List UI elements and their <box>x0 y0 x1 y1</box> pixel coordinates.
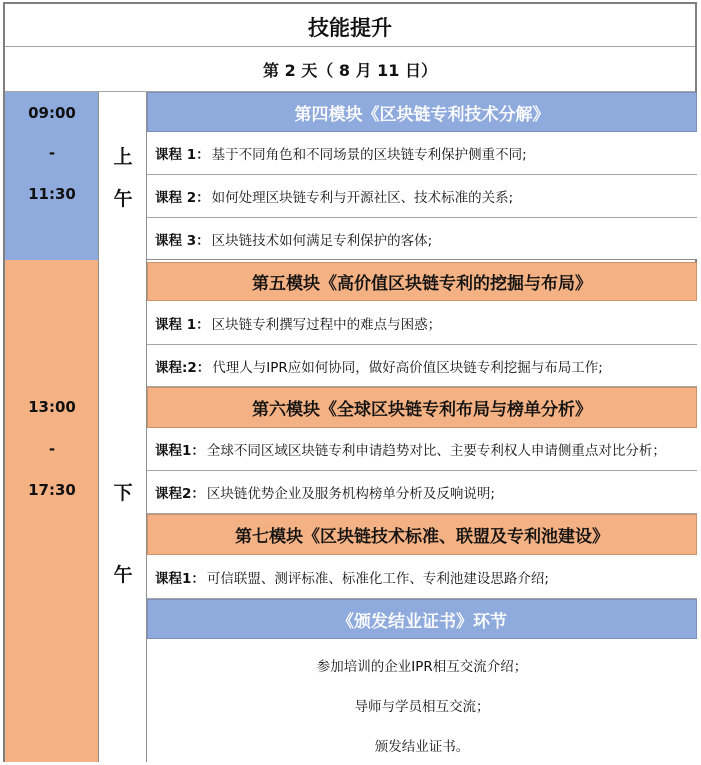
course-text: 区块链优势企业及服务机构榜单分析及反响说明; <box>206 486 495 502</box>
course-row <box>147 428 697 471</box>
course-label: 课程1： <box>155 570 205 587</box>
module-title: 第五模块《高价值区块链专利的挖掘与布局》 <box>252 274 592 294</box>
schedule-table <box>3 2 697 762</box>
course-row <box>147 175 697 218</box>
certificate-line: 导师与学员相互交流； <box>354 699 490 715</box>
course-label: 课程:2： <box>155 359 211 376</box>
afternoon-time-end: 17:30 <box>28 481 76 499</box>
certificate-line: 颁发结业证书。 <box>374 739 470 755</box>
morning-time-cell <box>5 92 99 260</box>
morning-time-end: 11:30 <box>28 185 76 203</box>
course-row <box>147 218 697 260</box>
afternoon-label-2: 午 <box>113 564 133 586</box>
course-text: 如何处理区块链专利与开源社区、技术标准的关系; <box>211 190 514 206</box>
morning-label-1: 上 <box>113 146 133 168</box>
course-row <box>147 555 697 599</box>
module-title: 第六模块《全球区块链专利布局与榜单分析》 <box>252 400 592 420</box>
course-label: 课程 3： <box>155 232 210 249</box>
page-title: 技能提升 <box>308 16 392 40</box>
certificate-line: 参加培训的企业IPR相互交流介绍； <box>316 659 528 675</box>
morning-time-sep: - <box>48 144 56 162</box>
morning-label-cell <box>99 92 147 260</box>
course-text: 可信联盟、测评标准、标准化工作、专利池建设思路介绍; <box>206 570 549 587</box>
afternoon-time-cell <box>5 260 99 762</box>
certificate-title: 《颁发结业证书》环节 <box>337 611 507 632</box>
afternoon-label-cell <box>99 260 147 762</box>
morning-label-2: 午 <box>113 188 133 210</box>
module-6-header <box>147 387 697 428</box>
course-text: 代理人与IPR应如何协同，做好高价值区块链专利挖掘与布局工作; <box>212 359 603 376</box>
course-row <box>147 301 697 345</box>
divider <box>5 46 695 47</box>
course-row <box>147 345 697 387</box>
course-label: 课程 2： <box>155 190 210 206</box>
certificate-details <box>147 639 697 762</box>
course-text: 区块链技术如何满足专利保护的客体; <box>211 232 433 249</box>
course-text: 区块链专利撰写过程中的难点与困惑； <box>211 316 442 333</box>
morning-time-start: 09:00 <box>28 104 76 122</box>
module-4-header <box>147 92 697 132</box>
course-label: 课程 1： <box>155 147 210 163</box>
afternoon-label-1: 下 <box>113 482 133 504</box>
course-text: 基于不同角色和不同场景的区块链专利保护侧重不同; <box>211 147 527 163</box>
module-title: 第四模块《区块链专利技术分解》 <box>294 104 550 125</box>
module-5-header <box>147 262 697 301</box>
day-heading: 第 2 天（ 8 月 11 日） <box>263 61 437 80</box>
course-row <box>147 132 697 175</box>
afternoon-time-start: 13:00 <box>28 398 76 416</box>
course-row <box>147 471 697 514</box>
course-label: 课程1： <box>155 443 205 459</box>
module-title: 第七模块《区块链技术标准、联盟及专利池建设》 <box>235 527 609 547</box>
afternoon-time-sep: - <box>48 440 56 458</box>
course-label: 课程2： <box>155 486 205 502</box>
course-text: 全球不同区域区块链专利申请趋势对比、主要专利权人申请侧重点对比分析； <box>206 443 666 459</box>
course-label: 课程 1： <box>155 316 210 333</box>
module-7-header <box>147 514 697 555</box>
certificate-header <box>147 599 697 639</box>
